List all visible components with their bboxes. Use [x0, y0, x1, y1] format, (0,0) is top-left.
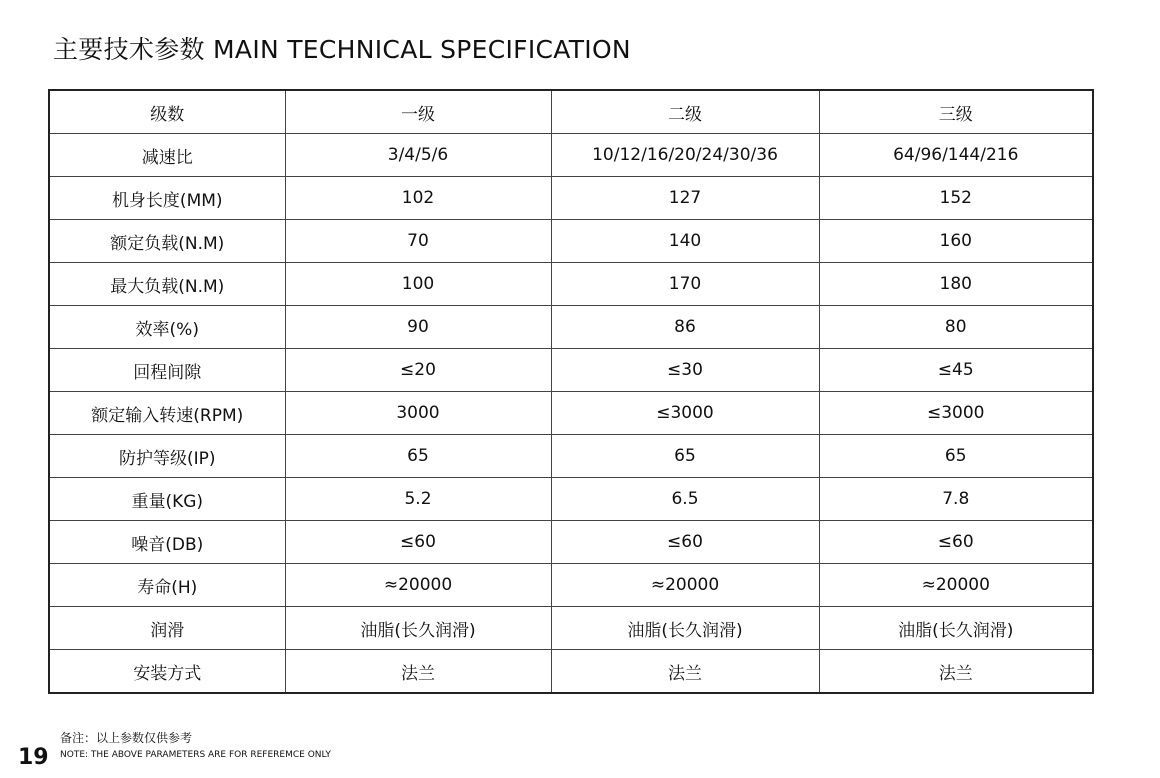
table-cell: 80: [819, 306, 1093, 349]
note-english: NOTE: THE ABOVE PARAMETERS ARE FOR REFEREMCE ONLY: [60, 750, 331, 760]
table-cell: ≤3000: [551, 392, 819, 435]
page-number: 19: [18, 745, 49, 770]
table-cell: 重量(KG): [49, 478, 285, 521]
table-cell: 7.8: [819, 478, 1093, 521]
table-row: [49, 564, 1093, 607]
table-cell: 65: [285, 435, 551, 478]
table-cell: 90: [285, 306, 551, 349]
table-cell: ≈20000: [285, 564, 551, 607]
note-chinese: 备注：以上参数仅供参考: [60, 731, 193, 745]
table-row: [49, 521, 1093, 564]
table-cell: 回程间隙: [49, 349, 285, 392]
table-row: [49, 435, 1093, 478]
table-cell: 额定负载(N.M): [49, 220, 285, 263]
table-cell: 防护等级(IP): [49, 435, 285, 478]
table-row: [49, 263, 1093, 306]
table-cell: 二级: [551, 90, 819, 134]
table-row: [49, 177, 1093, 220]
table-row: [49, 134, 1093, 177]
table-cell: 减速比: [49, 134, 285, 177]
table-cell: 6.5: [551, 478, 819, 521]
table-cell: 170: [551, 263, 819, 306]
table-cell: 额定输入转速(RPM): [49, 392, 285, 435]
table-cell: 润滑: [49, 607, 285, 650]
table-cell: 5.2: [285, 478, 551, 521]
table-row: [49, 220, 1093, 263]
table-cell: ≤60: [285, 521, 551, 564]
table-cell: 级数: [49, 90, 285, 134]
table-cell: ≤45: [819, 349, 1093, 392]
table-cell: ≈20000: [819, 564, 1093, 607]
table-cell: 70: [285, 220, 551, 263]
table-cell: 3000: [285, 392, 551, 435]
table-cell: ≤3000: [819, 392, 1093, 435]
table-cell: 160: [819, 220, 1093, 263]
table-cell: ≤60: [819, 521, 1093, 564]
table-cell: 64/96/144/216: [819, 134, 1093, 177]
table-cell: 65: [819, 435, 1093, 478]
table-cell: 127: [551, 177, 819, 220]
table-cell: 机身长度(MM): [49, 177, 285, 220]
table-cell: 一级: [285, 90, 551, 134]
table-cell: ≤20: [285, 349, 551, 392]
table-cell: 180: [819, 263, 1093, 306]
table-cell: 最大负载(N.M): [49, 263, 285, 306]
table-cell: ≤30: [551, 349, 819, 392]
table-cell: 效率(%): [49, 306, 285, 349]
table-row: [49, 478, 1093, 521]
table-cell: 152: [819, 177, 1093, 220]
table-cell: 10/12/16/20/24/30/36: [551, 134, 819, 177]
table-row: [49, 306, 1093, 349]
table-cell: 100: [285, 263, 551, 306]
table-cell: 86: [551, 306, 819, 349]
table-cell: 噪音(DB): [49, 521, 285, 564]
table-row: [49, 392, 1093, 435]
table-cell: 法兰: [285, 650, 551, 694]
table-cell: 油脂(长久润滑): [819, 607, 1093, 650]
table-row: [49, 607, 1093, 650]
table-cell: 102: [285, 177, 551, 220]
table-cell: 140: [551, 220, 819, 263]
table-cell: 65: [551, 435, 819, 478]
table-row: [49, 90, 1093, 134]
table-cell: 寿命(H): [49, 564, 285, 607]
table-row: [49, 349, 1093, 392]
page-title: 主要技术参数 MAIN TECHNICAL SPECIFICATION: [53, 35, 631, 64]
table-cell: 油脂(长久润滑): [285, 607, 551, 650]
table-row: [49, 650, 1093, 694]
table-cell: 法兰: [551, 650, 819, 694]
table-cell: 油脂(长久润滑): [551, 607, 819, 650]
table-cell: 3/4/5/6: [285, 134, 551, 177]
specification-table: [48, 89, 1094, 694]
table-cell: 三级: [819, 90, 1093, 134]
table-cell: 法兰: [819, 650, 1093, 694]
table-cell: ≤60: [551, 521, 819, 564]
table-cell: ≈20000: [551, 564, 819, 607]
table-cell: 安装方式: [49, 650, 285, 694]
